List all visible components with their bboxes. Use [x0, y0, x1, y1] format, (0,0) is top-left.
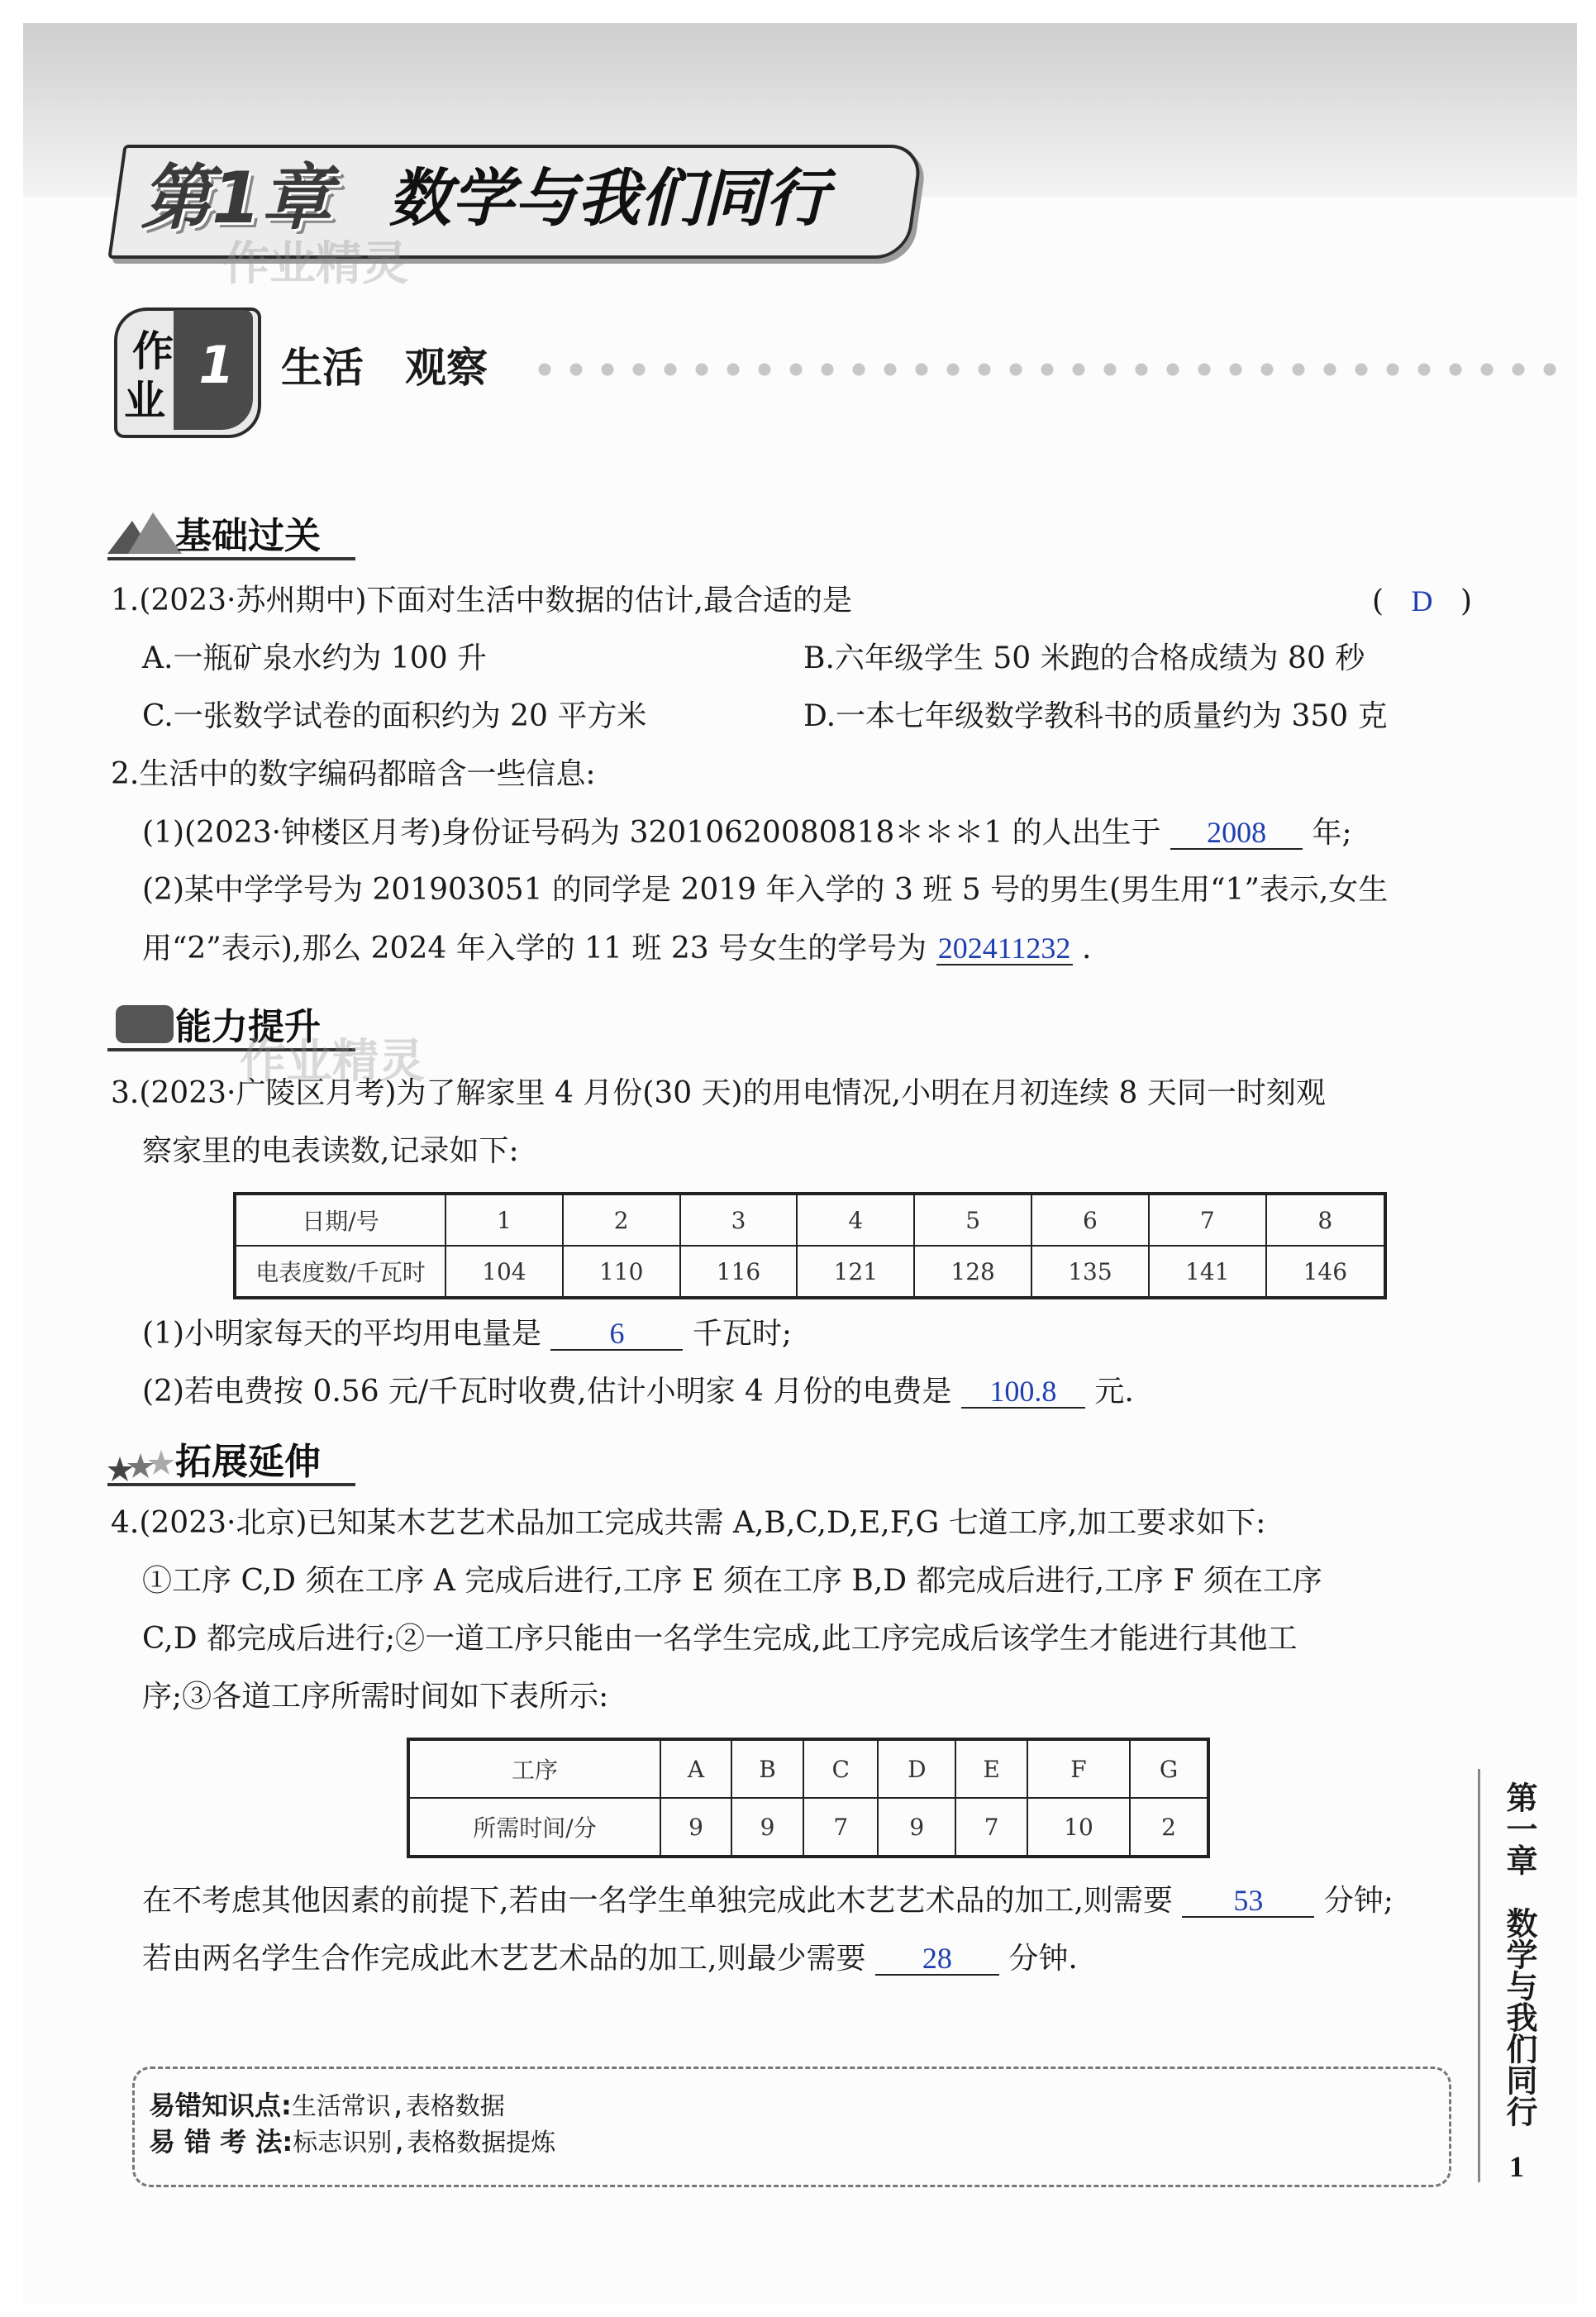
- note-knowledge: [149, 2085, 505, 2125]
- table-cell: A: [660, 1739, 731, 1798]
- homework-char-2: 业: [124, 377, 165, 425]
- q1-option-a: A.一瓶矿泉水约为 100 升: [142, 641, 488, 675]
- note-method-label: 易 错 考 法:: [149, 2126, 293, 2157]
- table-cell: 5: [914, 1194, 1031, 1246]
- table-cell: 7: [803, 1798, 878, 1857]
- table-row: [235, 1194, 1385, 1246]
- q2-part1-suffix: 年;: [1312, 816, 1352, 850]
- q1-paren-close: ): [1460, 584, 1472, 618]
- q3-part2-answer: 100.8: [961, 1371, 1085, 1409]
- table-row: [235, 1246, 1385, 1298]
- q2-stem: 2.生活中的数字编码都暗含一些信息:: [111, 757, 596, 791]
- table-cell: 8: [1266, 1194, 1385, 1246]
- table-cell: 135: [1031, 1246, 1149, 1298]
- q1-answer: D: [1411, 584, 1433, 617]
- table-cell: 4: [797, 1194, 914, 1246]
- section-underline: [107, 1483, 355, 1486]
- q2-part1: [142, 812, 1352, 854]
- q3-part1-answer: 6: [550, 1313, 683, 1351]
- q2-part1-answer: 2008: [1170, 812, 1303, 850]
- q2-part2-line1: (2)某中学学号为 201903051 的同学是 2019 年入学的 3 班 5 号的男生(男生用“1”表示,女生: [142, 873, 1389, 907]
- q1-stem: 1.(2023·苏州期中)下面对生活中数据的估计,最合适的是: [111, 584, 852, 617]
- q4-line5-suffix: 分钟;: [1323, 1884, 1394, 1918]
- table-cell: 110: [563, 1246, 680, 1298]
- table-cell: 9: [731, 1798, 803, 1857]
- q4-line5-text: 在不考虑其他因素的前提下,若由一名学生单独完成此木艺艺术品的加工,则需要: [142, 1884, 1173, 1918]
- homework-char-1: 作: [132, 327, 174, 375]
- section-basic: [107, 506, 372, 564]
- chapter-side-tab: 第一章 数学与我们同行: [1501, 1781, 1537, 2127]
- q4-line6-suffix: 分钟.: [1008, 1942, 1078, 1976]
- q3-part1-suffix: 千瓦时;: [692, 1317, 793, 1351]
- note-method-value: 标志识别,表格数据提炼: [293, 2129, 556, 2157]
- page-number: 1: [1509, 2150, 1524, 2183]
- table-cell: D: [878, 1739, 955, 1798]
- q3-part2: [142, 1371, 1134, 1413]
- table-cell: 146: [1266, 1246, 1385, 1298]
- section-underline: [107, 557, 355, 560]
- q3-meter-table: [233, 1192, 1387, 1299]
- q1-answer-bracket: [1372, 580, 1472, 622]
- q1-paren-open: (: [1372, 584, 1384, 618]
- note-knowledge-label: 易错知识点:: [149, 2090, 292, 2121]
- table-cell: G: [1130, 1739, 1208, 1798]
- q1-option-c: C.一张数学试卷的面积约为 20 平方米: [142, 699, 647, 733]
- q3-part2-text: (2)若电费按 0.56 元/千瓦时收费,估计小明家 4 月份的电费是: [142, 1375, 952, 1409]
- chapter-title: 数学与我们同行: [388, 161, 828, 235]
- table-cell: 9: [660, 1798, 731, 1857]
- q1-option-d: D.一本七年级数学教科书的质量约为 350 克: [803, 699, 1388, 733]
- q4-answer-single: 53: [1182, 1880, 1314, 1918]
- table-row: [408, 1798, 1208, 1857]
- note-knowledge-value: 生活常识,表格数据: [291, 2092, 505, 2121]
- q2-part2-line2: [142, 927, 1091, 970]
- table-cell: 3: [680, 1194, 798, 1246]
- section-extension-label: 拓展延伸: [175, 1441, 321, 1483]
- q4-line2: ①工序 C,D 须在工序 A 完成后进行,工序 E 须在工序 B,D 都完成后进行,工序 F 须在工序: [142, 1564, 1322, 1598]
- homework-number: 1: [198, 335, 235, 395]
- q2-part2-text: 用“2”表示),那么 2024 年入学的 11 班 23 号女生的学号为: [142, 932, 927, 965]
- q4-line1: 4.(2023·北京)已知某木艺艺术品加工完成共需 A,B,C,D,E,F,G 七道工序,加工要求如下:: [111, 1506, 1266, 1540]
- table-cell: 116: [680, 1246, 798, 1298]
- q4-line6-text: 若由两名学生合作完成此木艺艺术品的加工,则最少需要: [142, 1942, 866, 1976]
- block-icon: [107, 997, 182, 1046]
- table-cell: 日期/号: [235, 1194, 445, 1246]
- q1-option-b: B.六年级学生 50 米跑的合格成绩为 80 秒: [803, 641, 1365, 675]
- stars-icon: [107, 1432, 182, 1481]
- table-cell: 10: [1027, 1798, 1130, 1857]
- watermark: 作业精灵: [240, 1035, 425, 1089]
- table-cell: 电表度数/千瓦时: [235, 1246, 445, 1298]
- lesson-title: 生活 观察: [281, 344, 488, 392]
- table-cell: 104: [445, 1246, 563, 1298]
- table-cell: 6: [1031, 1194, 1149, 1246]
- table-cell: 9: [878, 1798, 955, 1857]
- q3-part1: [142, 1313, 792, 1355]
- table-cell: 所需时间/分: [408, 1798, 660, 1857]
- section-extension: [107, 1432, 372, 1490]
- table-cell: 2: [1130, 1798, 1208, 1857]
- note-method: [149, 2121, 555, 2162]
- table-row: [408, 1739, 1208, 1798]
- q4-process-table: [407, 1738, 1210, 1858]
- table-cell: 141: [1149, 1246, 1266, 1298]
- q3-part1-text: (1)小明家每天的平均用电量是: [142, 1317, 541, 1351]
- table-cell: 121: [797, 1246, 914, 1298]
- section-basic-label: 基础过关: [175, 515, 321, 557]
- table-cell: 7: [955, 1798, 1027, 1857]
- q3-part2-suffix: 元.: [1094, 1375, 1134, 1409]
- table-cell: 2: [563, 1194, 680, 1246]
- table-cell: E: [955, 1739, 1027, 1798]
- table-cell: 1: [445, 1194, 563, 1246]
- q3-line2: 察家里的电表读数,记录如下:: [142, 1134, 519, 1168]
- table-cell: C: [803, 1739, 878, 1798]
- mountain-icon: [107, 506, 182, 555]
- table-cell: B: [731, 1739, 803, 1798]
- table-cell: F: [1027, 1739, 1130, 1798]
- q4-line6: [142, 1938, 1078, 1980]
- q4-answer-pair: 28: [875, 1938, 999, 1976]
- section-ability-label: 能力提升: [175, 1006, 321, 1048]
- table-cell: 7: [1149, 1194, 1266, 1246]
- q4-line5: [142, 1880, 1394, 1922]
- dot-divider: [529, 362, 1570, 377]
- q2-part2-answer: 202411232: [936, 927, 1073, 965]
- q2-part2-suffix: .: [1082, 932, 1092, 965]
- watermark: 作业精灵: [223, 237, 408, 291]
- side-divider: [1478, 1769, 1480, 2182]
- chapter-number: 第1章: [141, 157, 332, 240]
- q3-line1: 3.(2023·广陵区月考)为了解家里 4 月份(30 天)的用电情况,小明在月初连续 8 天同一时刻观: [111, 1076, 1326, 1110]
- q2-part1-text: (1)(2023·钟楼区月考)身份证号码为 32010620080818＊＊＊1 的人出生于: [142, 816, 1161, 850]
- table-cell: 128: [914, 1246, 1031, 1298]
- q4-line3: C,D 都完成后进行;②一道工序只能由一名学生完成,此工序完成后该学生才能进行其他工: [142, 1622, 1298, 1656]
- table-cell: 工序: [408, 1739, 660, 1798]
- q4-line4: 序;③各道工序所需时间如下表所示:: [142, 1680, 609, 1714]
